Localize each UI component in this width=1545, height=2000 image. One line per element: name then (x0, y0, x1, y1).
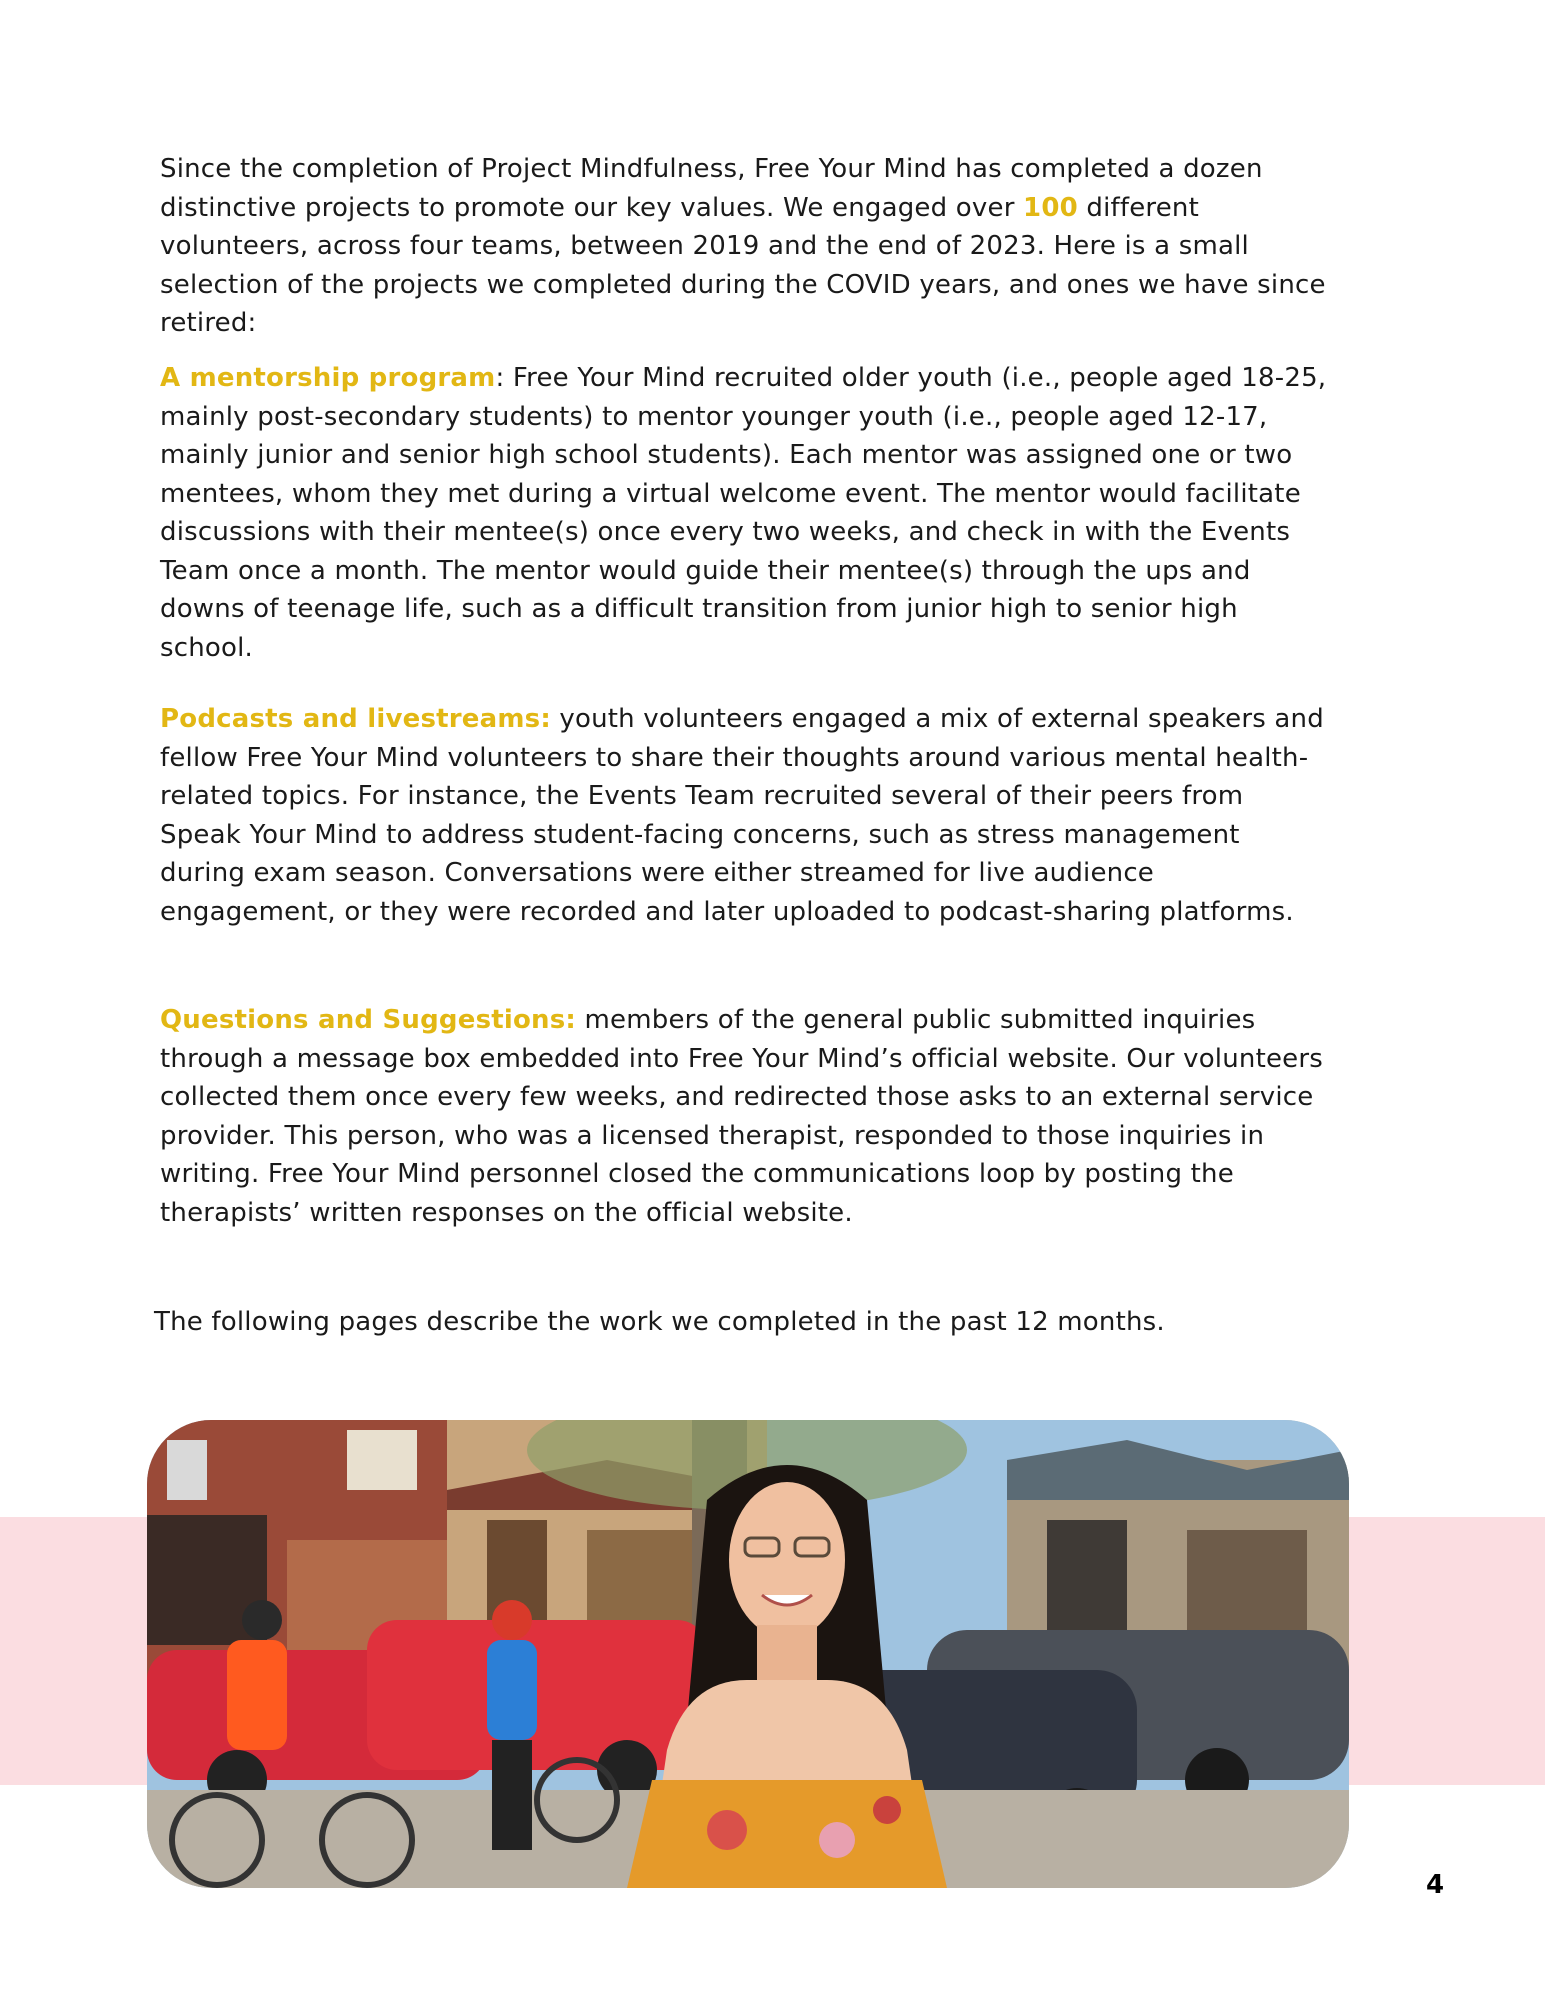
floral-top (627, 1780, 947, 1888)
building-window (1187, 1530, 1307, 1640)
cyclist-blue-shirt (487, 1640, 537, 1740)
flower-pattern (707, 1810, 747, 1850)
cyclist-helmet (242, 1600, 282, 1640)
questions-heading: Questions and Suggestions: (160, 1005, 577, 1035)
woman-face (729, 1482, 845, 1638)
mentorship-body: : Free Your Mind recruited older youth (i.e., people aged 18-25, mainly post-secondary students) to mentor younger youth (i.e., people aged 12-17, mainly junior and senior high school students). Each mentor was assigned one or two mentees, whom they met during a virtual welcome event. The mentor would facilitate discussions with their mentee(s) once every two weeks, and check in with the Events Team once a month. The mentor would guide their mentee(s) through the ups and downs of teenage life, such as a difficult transition from junior high to senior high school. (160, 363, 1327, 663)
photo-illustration (147, 1420, 1349, 1888)
flower-pattern (819, 1822, 855, 1858)
page-number: 4 (1425, 1870, 1445, 1900)
building-window (167, 1440, 207, 1500)
woman-neck (757, 1625, 817, 1680)
mentorship-heading: A mentorship program (160, 363, 496, 393)
cyclist-orange-shirt (227, 1640, 287, 1750)
questions-paragraph (160, 1001, 1330, 1232)
cyclist-legs (492, 1740, 532, 1850)
cyclist-helmet (492, 1600, 532, 1640)
intro-text-after: different volunteers, across four teams, between 2019 and the end of 2023. Here is a small selection of the projects we completed during the COVID years, and ones we have since retired: (160, 192, 1326, 338)
intro-paragraph (160, 150, 1330, 343)
closing-paragraph: The following pages describe the work we completed in the past 12 months. (154, 1307, 1165, 1337)
questions-body: members of the general public submitted inquiries through a message box embedded into Free Your Mind’s official website. Our volunteers collected them once every few weeks, and redirected those asks to an external service provider. This person, who was a licensed therapist, responded to those inquiries in writing. Free Your Mind personnel closed the communications loop by posting the therapists’ written responses on the official website. (160, 1005, 1324, 1228)
podcasts-paragraph (160, 700, 1330, 931)
podcasts-heading: Podcasts and livestreams: (160, 704, 551, 734)
volunteer-street-photo (147, 1420, 1349, 1888)
flower-pattern (873, 1796, 901, 1824)
building-window (347, 1430, 417, 1490)
mentorship-paragraph (160, 359, 1330, 667)
intro-text-before: Since the completion of Project Mindfulness, Free Your Mind has completed a dozen distinctive projects to promote our key values. We engaged over (160, 154, 1263, 223)
building-window (1047, 1520, 1127, 1640)
volunteer-count-highlight: 100 (1023, 192, 1078, 223)
podcasts-body: youth volunteers engaged a mix of external speakers and fellow Free Your Mind volunteers to share their thoughts around various mental health-related topics. For instance, the Events Team recruited several of their peers from Speak Your Mind to address student-facing concerns, such as stress management during exam season. Conversations were either streamed for live audience engagement, or they were recorded and later uploaded to podcast-sharing platforms. (160, 704, 1324, 927)
